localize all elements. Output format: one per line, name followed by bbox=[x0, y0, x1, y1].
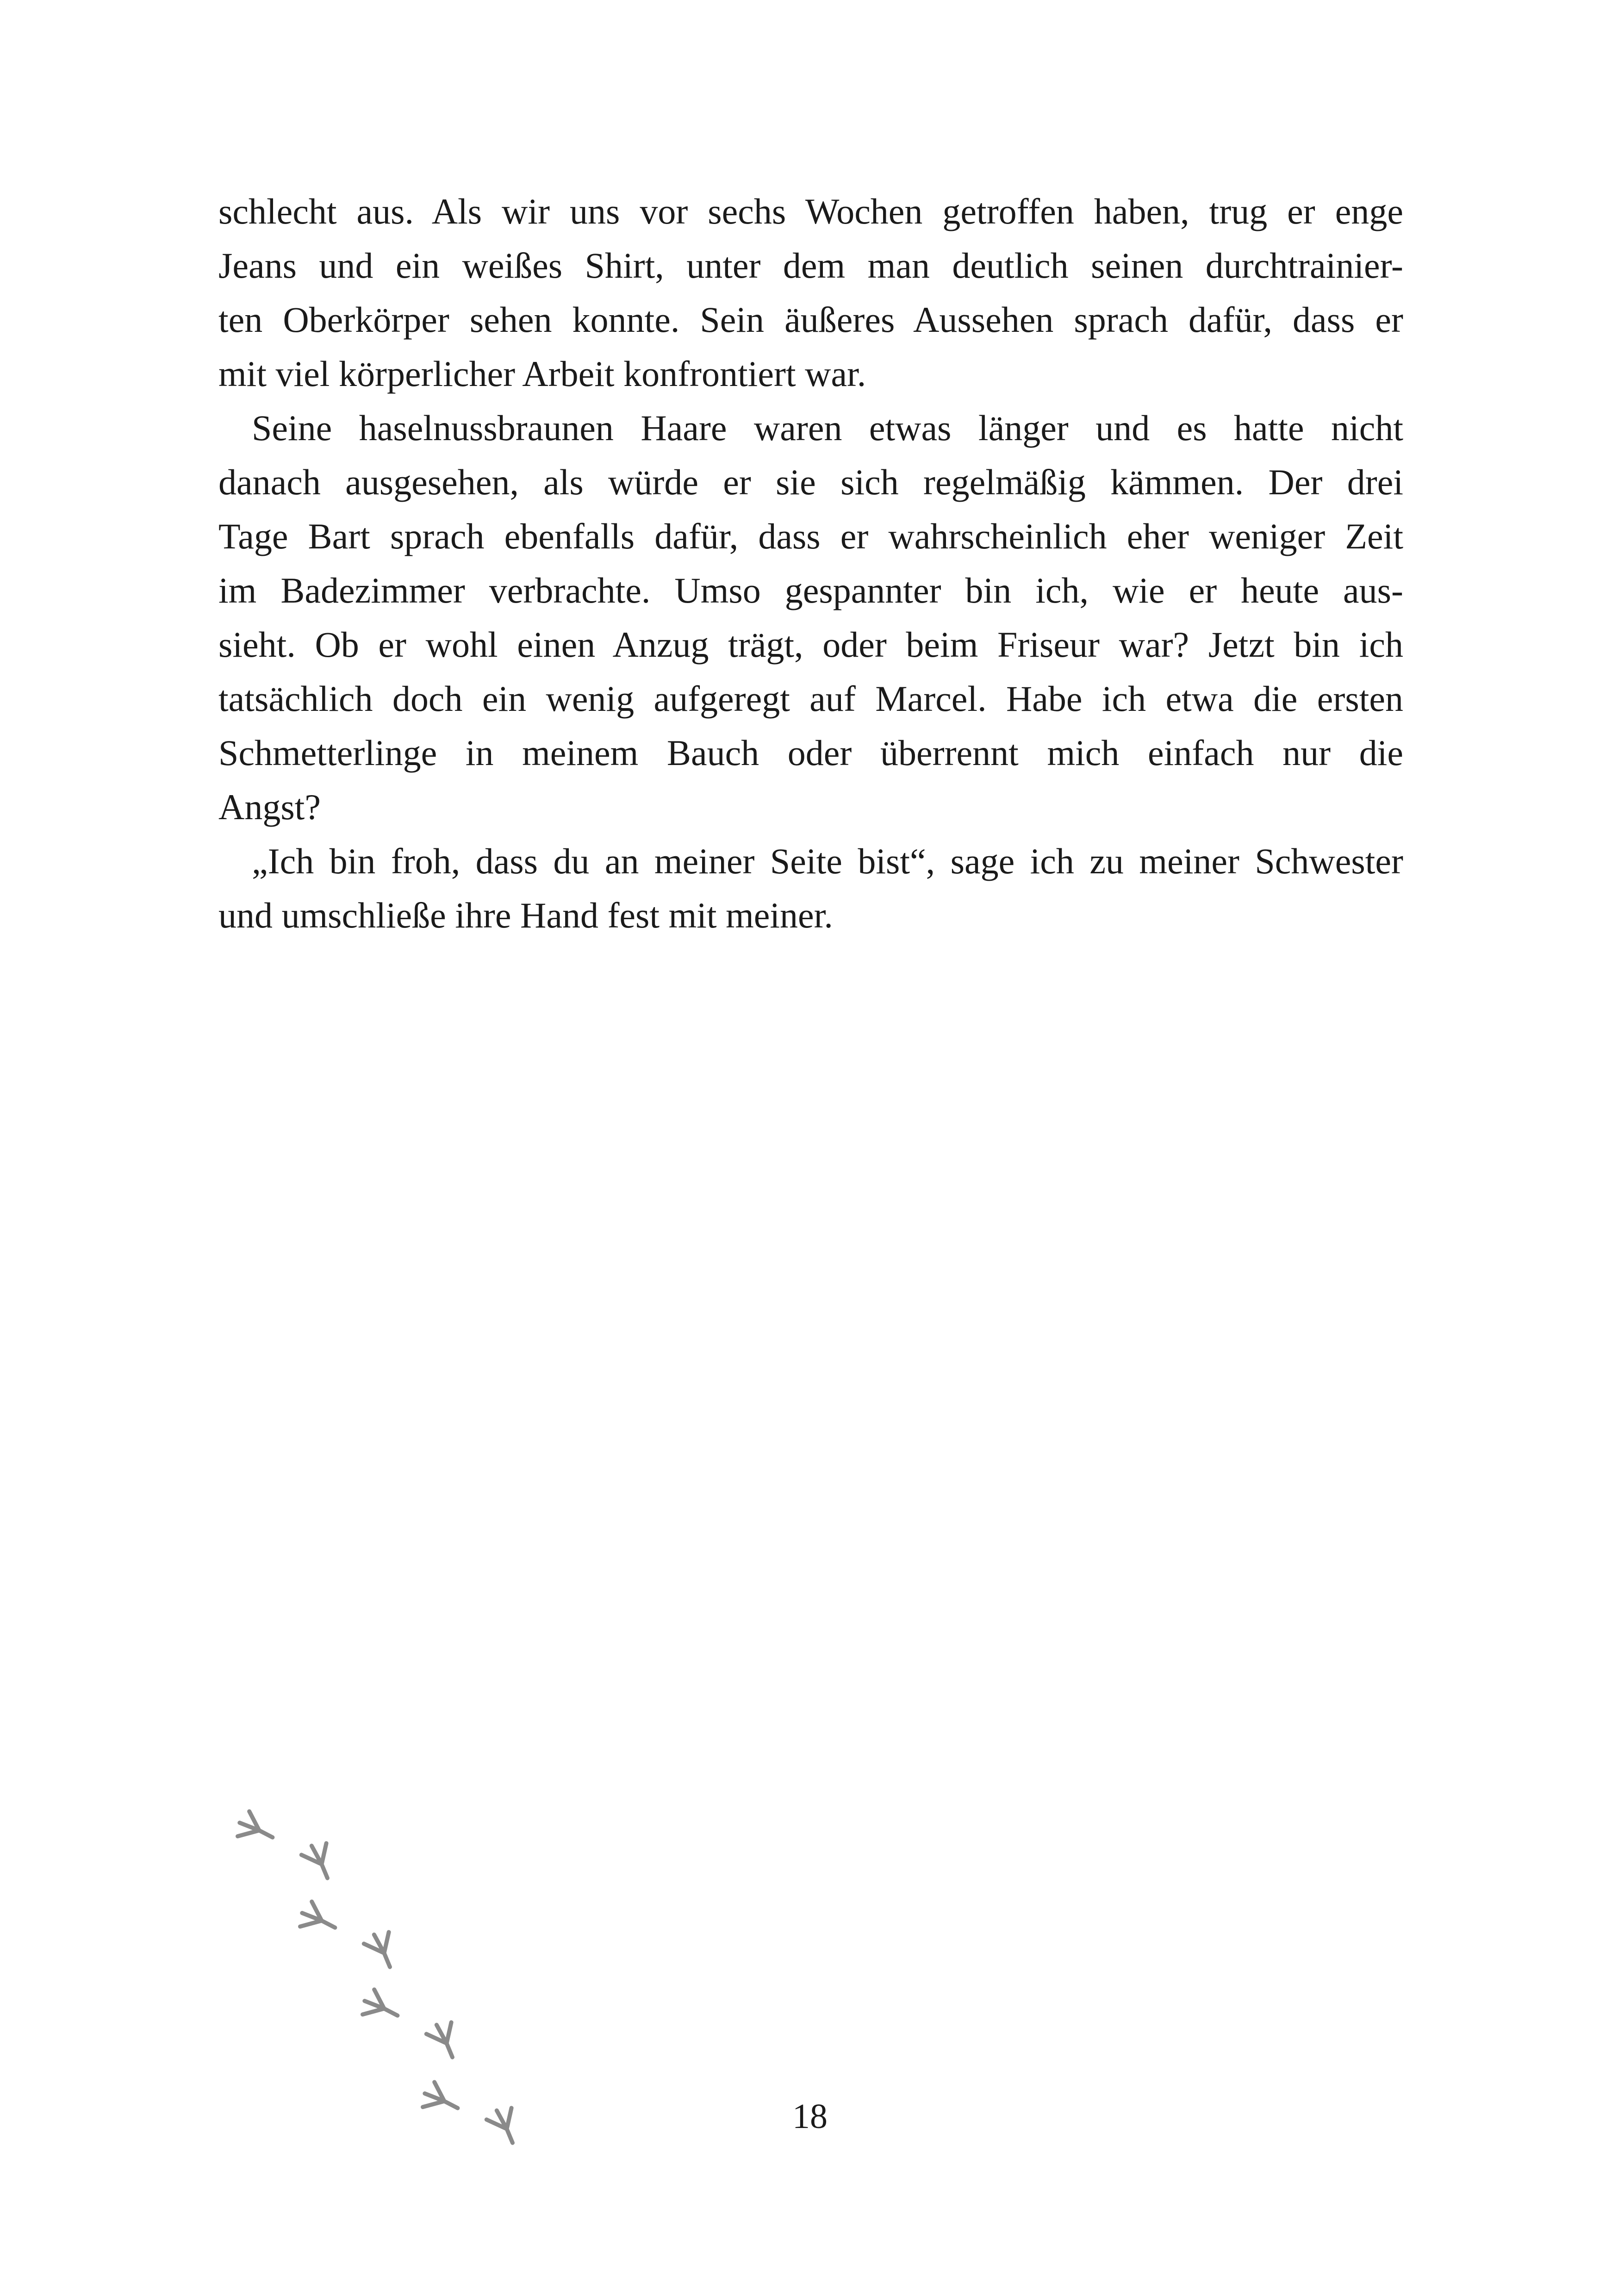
text-line: sieht. Ob er wohl einen Anzug trägt, oder beim Friseur war? Jetzt bin ich bbox=[218, 624, 1403, 665]
text-line: Seine haselnussbraunen Haare waren etwas länger und es hatte nicht bbox=[252, 408, 1403, 448]
text-line: tatsächlich doch ein wenig aufgeregt auf Marcel. Habe ich etwa die ersten bbox=[218, 678, 1403, 719]
text-line: im Badezimmer verbrachte. Umso gespannter bin ich, wie er heute aus- bbox=[218, 570, 1403, 610]
text-line: Angst? bbox=[218, 787, 321, 827]
text-line: ten Oberkörper sehen konnte. Sein äußeres Aussehen sprach dafür, dass er bbox=[218, 299, 1403, 340]
bird-footprints-icon bbox=[218, 1786, 551, 2147]
text-line: mit viel körperlicher Arbeit konfrontiert war. bbox=[218, 354, 866, 394]
text-line: und umschließe ihre Hand fest mit meiner. bbox=[218, 895, 833, 935]
text-line: Schmetterlinge in meinem Bauch oder überrennt mich einfach nur die bbox=[218, 733, 1403, 773]
text-line: Tage Bart sprach ebenfalls dafür, dass er wahrscheinlich eher weniger Zeit bbox=[218, 516, 1403, 556]
footprint-trail bbox=[231, 1807, 523, 2143]
text-line: „Ich bin froh, dass du an meiner Seite bist“, sage ich zu meiner Schwester bbox=[252, 841, 1403, 881]
text-line: Jeans und ein weißes Shirt, unter dem man deutlich seinen durchtrainier- bbox=[218, 245, 1403, 286]
body-text bbox=[218, 184, 1403, 942]
text-line: danach ausgesehen, als würde er sie sich regelmäßig kämmen. Der drei bbox=[218, 462, 1403, 502]
page-number: 18 bbox=[792, 2097, 828, 2136]
text-line: schlecht aus. Als wir uns vor sechs Wochen getroffen haben, trug er enge bbox=[218, 191, 1403, 231]
